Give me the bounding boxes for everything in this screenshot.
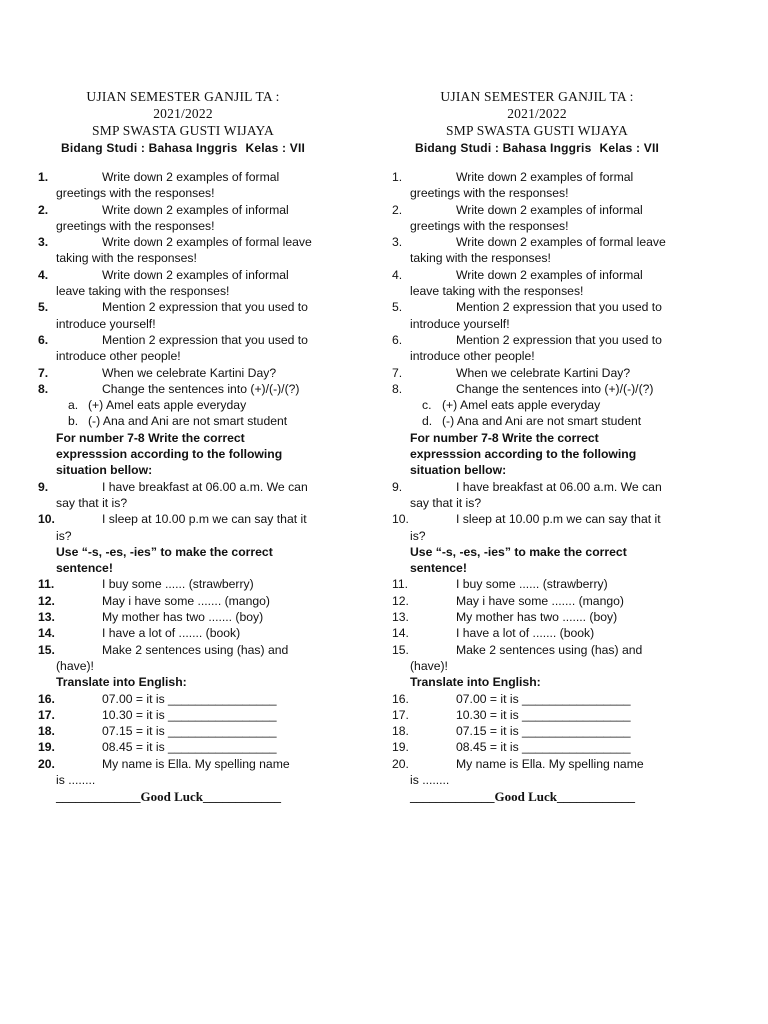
question-number: 13. — [392, 610, 409, 625]
question-text: I sleep at 10.00 p.m we can say that it — [456, 512, 661, 527]
question-text-cont: (have)! — [56, 658, 94, 673]
question-text: Make 2 sentences using (has) and — [102, 642, 289, 657]
question-number: 12. — [392, 593, 409, 608]
question-text: 07.15 = it is ________________ — [102, 724, 277, 739]
instruction-note: sentence! — [56, 561, 113, 576]
question-text-cont: leave taking with the responses! — [56, 284, 230, 299]
instruction-note: Use “-s, -es, -ies” to make the correct — [56, 544, 273, 559]
question-text: Mention 2 expression that you used to — [456, 332, 662, 347]
question-text: My name is Ella. My spelling name — [102, 756, 290, 771]
sub-text: (-) Ana and Ani are not smart student — [442, 414, 642, 429]
question-item — [392, 234, 682, 250]
question-text: Write down 2 examples of formal leave — [456, 235, 666, 250]
question-text-cont: greetings with the responses! — [410, 218, 569, 233]
question-text: Write down 2 examples of informal — [456, 202, 643, 217]
sub-letter: d. — [422, 414, 433, 429]
instruction-note: For number 7-8 Write the correct — [56, 430, 245, 445]
subject-label: Bidang Studi : Bahasa Inggris — [414, 141, 592, 155]
instruction-note: expresssion according to the following — [410, 447, 637, 462]
class-label: Kelas : VII — [245, 141, 306, 155]
question-item — [392, 381, 682, 397]
question-text: May i have some ....... (mango) — [456, 593, 624, 608]
sub-text: (+) Amel eats apple everyday — [88, 398, 247, 413]
exam-title: UJIAN SEMESTER GANJIL TA : — [86, 89, 280, 104]
question-text-cont: greetings with the responses! — [56, 218, 215, 233]
question-text-cont: taking with the responses! — [56, 251, 197, 266]
question-item — [38, 707, 328, 723]
question-number: 15. — [392, 642, 409, 657]
question-number: 4. — [392, 267, 403, 282]
question-text: My name is Ella. My spelling name — [456, 756, 644, 771]
question-number: 1. — [38, 170, 49, 184]
question-list — [392, 169, 682, 806]
question-text: Write down 2 examples of formal — [456, 170, 634, 184]
question-number: 11. — [392, 577, 409, 592]
question-item — [392, 625, 682, 641]
exam-year: 2021/2022 — [507, 106, 567, 121]
question-text: Mention 2 expression that you used to — [102, 300, 308, 315]
exam-header — [38, 88, 328, 157]
question-text: I have a lot of ....... (book) — [102, 626, 241, 641]
question-text: Mention 2 expression that you used to — [102, 332, 308, 347]
question-item — [392, 169, 682, 185]
question-number: 5. — [38, 300, 49, 315]
question-item — [392, 739, 682, 755]
question-text: 07.15 = it is ________________ — [456, 724, 631, 739]
sub-text: (-) Ana and Ani are not smart student — [88, 414, 288, 429]
exam-title: UJIAN SEMESTER GANJIL TA : — [440, 89, 634, 104]
question-item — [392, 511, 682, 527]
question-item — [38, 299, 328, 315]
question-item — [392, 609, 682, 625]
question-text-cont: greetings with the responses! — [410, 186, 569, 201]
instruction-note: expresssion according to the following — [56, 447, 283, 462]
question-item — [38, 691, 328, 707]
question-text-cont: introduce yourself! — [56, 316, 156, 331]
question-text: Write down 2 examples of informal — [456, 267, 643, 282]
question-text-cont: is? — [56, 528, 72, 543]
question-item — [392, 642, 682, 658]
question-item — [38, 169, 328, 185]
sub-letter: b. — [68, 414, 79, 429]
question-number: 6. — [38, 332, 49, 347]
instruction-note: situation bellow: — [56, 463, 153, 478]
class-label: Kelas : VII — [599, 141, 660, 155]
question-number: 3. — [38, 235, 49, 250]
question-text: Write down 2 examples of informal — [102, 267, 289, 282]
instruction-note: situation bellow: — [410, 463, 507, 478]
school-name: SMP SWASTA GUSTI WIJAYA — [446, 123, 628, 138]
sub-question — [392, 413, 682, 429]
question-item — [38, 381, 328, 397]
sub-question — [38, 413, 328, 429]
subject-line — [392, 140, 682, 157]
question-number: 4. — [38, 267, 49, 282]
exam-header — [392, 88, 682, 157]
question-item — [392, 267, 682, 283]
question-number: 19. — [392, 740, 409, 755]
question-text-cont: is? — [410, 528, 426, 543]
question-item — [392, 756, 682, 772]
sub-question — [392, 397, 682, 413]
question-number: 10. — [38, 512, 55, 527]
question-number: 18. — [38, 724, 55, 739]
question-text: 10.30 = it is ________________ — [456, 707, 631, 722]
question-text: 07.00 = it is ________________ — [456, 691, 631, 706]
school-name: SMP SWASTA GUSTI WIJAYA — [92, 123, 274, 138]
question-item — [392, 332, 682, 348]
question-text-cont: is ........ — [410, 772, 450, 787]
question-text: When we celebrate Kartini Day? — [102, 365, 277, 380]
question-number: 8. — [392, 381, 403, 396]
good-luck-footer: _____________Good Luck____________ — [410, 789, 635, 805]
question-item — [38, 625, 328, 641]
question-number: 2. — [38, 202, 49, 217]
question-number: 16. — [38, 691, 55, 706]
question-item — [392, 576, 682, 592]
question-item — [38, 642, 328, 658]
exam-sheet-left — [38, 88, 328, 806]
question-text: 10.30 = it is ________________ — [102, 707, 277, 722]
question-item — [392, 723, 682, 739]
question-text: I buy some ...... (strawberry) — [102, 577, 254, 592]
exam-sheet-right — [392, 88, 682, 806]
question-number: 14. — [38, 626, 55, 641]
question-text-cont: say that it is? — [410, 495, 482, 510]
question-text: Mention 2 expression that you used to — [456, 300, 662, 315]
question-number: 7. — [392, 365, 403, 380]
question-text-cont: say that it is? — [56, 495, 128, 510]
question-text-cont: taking with the responses! — [410, 251, 551, 266]
sub-text: (+) Amel eats apple everyday — [442, 398, 601, 413]
question-item — [392, 479, 682, 495]
question-number: 10. — [392, 512, 409, 527]
question-text: I have breakfast at 06.00 a.m. We can — [456, 479, 662, 494]
question-number: 13. — [38, 610, 55, 625]
question-text-cont: (have)! — [410, 658, 448, 673]
question-text-cont: introduce other people! — [56, 349, 181, 364]
question-text: My mother has two ....... (boy) — [456, 610, 618, 625]
question-number: 15. — [38, 642, 55, 657]
question-text: 07.00 = it is ________________ — [102, 691, 277, 706]
question-text: May i have some ....... (mango) — [102, 593, 270, 608]
question-item — [392, 593, 682, 609]
question-item — [38, 609, 328, 625]
question-text: Write down 2 examples of formal — [102, 170, 280, 184]
question-item — [38, 365, 328, 381]
sub-letter: a. — [68, 398, 79, 413]
question-item — [38, 332, 328, 348]
question-item — [392, 299, 682, 315]
question-text-cont: introduce other people! — [410, 349, 535, 364]
question-number: 16. — [392, 691, 409, 706]
question-number: 18. — [392, 724, 409, 739]
question-number: 9. — [38, 479, 49, 494]
question-item — [392, 707, 682, 723]
question-number: 3. — [392, 235, 403, 250]
question-text: I have breakfast at 06.00 a.m. We can — [102, 479, 308, 494]
question-text-cont: leave taking with the responses! — [410, 284, 584, 299]
question-text-cont: introduce yourself! — [410, 316, 510, 331]
question-number: 14. — [392, 626, 409, 641]
question-text: 08.45 = it is ________________ — [102, 740, 277, 755]
question-number: 5. — [392, 300, 403, 315]
instruction-note: Use “-s, -es, -ies” to make the correct — [410, 544, 627, 559]
question-number: 12. — [38, 593, 55, 608]
question-text: Change the sentences into (+)/(-)/(?) — [456, 381, 654, 396]
question-number: 8. — [38, 381, 49, 396]
subject-label: Bidang Studi : Bahasa Inggris — [60, 141, 238, 155]
question-item — [38, 723, 328, 739]
subject-line — [38, 140, 328, 157]
sub-question — [38, 397, 328, 413]
instruction-note: Translate into English: — [56, 675, 187, 690]
question-text: Make 2 sentences using (has) and — [456, 642, 643, 657]
question-number: 1. — [392, 170, 403, 184]
question-number: 2. — [392, 202, 403, 217]
question-item — [38, 202, 328, 218]
question-number: 19. — [38, 740, 55, 755]
question-number: 7. — [38, 365, 49, 380]
instruction-note: sentence! — [410, 561, 467, 576]
question-text-cont: is ........ — [56, 772, 96, 787]
question-item — [38, 234, 328, 250]
question-text: Write down 2 examples of informal — [102, 202, 289, 217]
question-item — [38, 479, 328, 495]
question-text: When we celebrate Kartini Day? — [456, 365, 631, 380]
question-number: 17. — [38, 707, 55, 722]
question-number: 9. — [392, 479, 403, 494]
question-list — [38, 169, 328, 806]
question-number: 20. — [392, 756, 409, 771]
question-text-cont: greetings with the responses! — [56, 186, 215, 201]
question-item — [38, 576, 328, 592]
sub-letter: c. — [422, 398, 432, 413]
question-item — [38, 593, 328, 609]
question-item — [392, 202, 682, 218]
good-luck-footer: _____________Good Luck____________ — [56, 789, 281, 805]
question-text: Change the sentences into (+)/(-)/(?) — [102, 381, 300, 396]
question-item — [38, 267, 328, 283]
question-number: 11. — [38, 577, 55, 592]
question-text: Write down 2 examples of formal leave — [102, 235, 312, 250]
question-number: 20. — [38, 756, 55, 771]
question-item — [38, 756, 328, 772]
question-text: 08.45 = it is ________________ — [456, 740, 631, 755]
question-item — [392, 365, 682, 381]
instruction-note: For number 7-8 Write the correct — [410, 430, 599, 445]
question-item — [38, 739, 328, 755]
instruction-note: Translate into English: — [410, 675, 541, 690]
question-text: I sleep at 10.00 p.m we can say that it — [102, 512, 307, 527]
question-text: I buy some ...... (strawberry) — [456, 577, 608, 592]
question-number: 17. — [392, 707, 409, 722]
question-item — [392, 691, 682, 707]
question-item — [38, 511, 328, 527]
question-number: 6. — [392, 332, 403, 347]
question-text: My mother has two ....... (boy) — [102, 610, 264, 625]
exam-year: 2021/2022 — [153, 106, 213, 121]
question-text: I have a lot of ....... (book) — [456, 626, 595, 641]
